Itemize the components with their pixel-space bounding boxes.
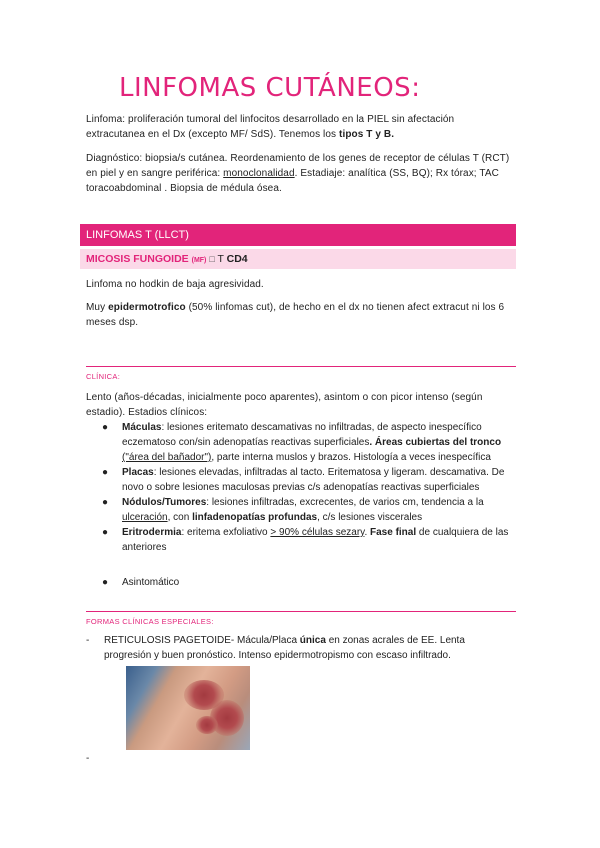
formas-heading: FORMAS CLÍNICAS ESPECIALES: xyxy=(86,617,214,626)
item-underlined: ulceración xyxy=(122,512,168,523)
item-text: , con xyxy=(167,512,193,523)
intro-text: Linfoma: proliferación tumoral del linfocitos desarrollado en la PIEL sin afectación extracutanea en el Dx (excepto MF/ SdS). Tenemos los xyxy=(86,114,455,140)
diagnosis-underlined: monoclonalidad xyxy=(223,168,295,179)
reticulosis-text: RETICULOSIS PAGETOIDE- Mácula/Placa xyxy=(104,635,300,646)
item-underlined: ("área del bañador") xyxy=(122,452,212,463)
skin-lesion-photo xyxy=(126,666,250,750)
bullet-icon: ● xyxy=(102,577,109,588)
list-item xyxy=(86,495,516,525)
mf-abbr: (MF) xyxy=(191,257,207,264)
mf-tail-bold: CD4 xyxy=(226,253,248,265)
item-text: : lesiones infiltradas, excrecentes, de varios cm, tendencia a la xyxy=(206,497,484,508)
bullet-icon: ● xyxy=(102,527,109,538)
item-text: : eritema exfoliativo xyxy=(181,527,271,538)
item-text: , c/s lesiones viscerales xyxy=(317,512,423,523)
list-item xyxy=(86,465,516,495)
dash-marker: - xyxy=(86,635,90,646)
reticulosis-bold: única xyxy=(299,635,326,646)
item-text: : lesiones eritemato descamativas no infiltradas, de aspecto inespecífico eczematoso con/sin adenopatías reactivas superficiales xyxy=(122,422,482,448)
clinica-heading: CLÍNICA: xyxy=(86,372,121,381)
item-text: . xyxy=(364,527,370,538)
item-underlined: > 90% células sezary xyxy=(270,527,365,538)
list-item xyxy=(86,525,516,555)
page-title: LINFOMAS CUTÁNEOS: xyxy=(119,73,421,103)
diagnosis-text: Diagnóstico: biopsia/s cutánea. Reordenamiento de los genes de receptor de células T (RCT) en piel y en sangre periférica: xyxy=(86,153,510,179)
epidermotrophic-paragraph xyxy=(86,300,516,330)
clinical-stages-list xyxy=(86,420,516,590)
epidermo-before: Muy xyxy=(86,302,109,313)
epidermo-bold: epidermotrofico xyxy=(108,302,186,313)
clinica-intro: Lento (años-décadas, inicialmente poco aparentes), asintom o con picor intenso (según estadio). Estadios clínicos: xyxy=(86,392,483,418)
bullet-icon: ● xyxy=(102,467,109,478)
item-bold: Nódulos/Tumores xyxy=(122,497,207,508)
mf-tail-prefix: T xyxy=(217,253,227,265)
list-item xyxy=(86,575,516,590)
mf-description: Linfoma no hodkin de baja agresividad. xyxy=(86,279,264,290)
section-divider xyxy=(86,366,516,367)
intro-paragraph xyxy=(86,112,516,142)
item-bold: . Áreas cubiertas del tronco xyxy=(369,437,502,448)
item-bold: Máculas xyxy=(122,422,162,433)
item-bold: linfadenopatías profundas xyxy=(192,512,318,523)
bullet-icon: ● xyxy=(102,422,109,433)
item-text: : lesiones elevadas, infiltradas al tacto. Eritematosa y ligeram. descamativa. De novo o sobre lesiones maculosas previas c/s adenopatías reactivas superficiales xyxy=(122,467,505,493)
item-bold: Fase final xyxy=(370,527,417,538)
section-band-linfomas-t: LINFOMAS T (LLCT) xyxy=(80,224,516,246)
subsection-band-mf xyxy=(80,249,516,269)
lesion-spot xyxy=(196,716,218,734)
reticulosis-text-after: en zonas acrales de EE. Lenta progresión y buen pronóstico. Intenso epidermotropismo con escaso infiltrado. xyxy=(104,635,465,661)
epidermo-after: (50% linfomas cut), de hecho en el dx no tienen afect extracut ni los 6 meses dsp. xyxy=(86,302,505,328)
item-text: Asintomático xyxy=(122,577,180,588)
bullet-icon: ● xyxy=(102,497,109,508)
diagnosis-paragraph xyxy=(86,151,516,196)
dash-marker: - xyxy=(86,753,90,764)
diagnosis-text-after: . Estadiaje: analítica (SS, BQ); Rx tórax; TAC toracoabdominal . Biopsia de médula ósea. xyxy=(86,168,499,194)
item-bold: Placas xyxy=(122,467,154,478)
intro-bold: tipos T y B. xyxy=(339,129,395,140)
list-item xyxy=(86,420,516,465)
mf-name: MICOSIS FUNGOIDE xyxy=(86,253,189,265)
item-text: , parte interna muslos y brazos. Histología a veces inespecífica xyxy=(211,452,491,463)
item-text: de cualquiera de las anteriores xyxy=(122,527,509,553)
item-bold: Eritrodermia xyxy=(122,527,182,538)
arrow-icon: □ xyxy=(209,254,215,264)
reticulosis-item xyxy=(86,633,514,663)
section-divider xyxy=(86,611,516,612)
